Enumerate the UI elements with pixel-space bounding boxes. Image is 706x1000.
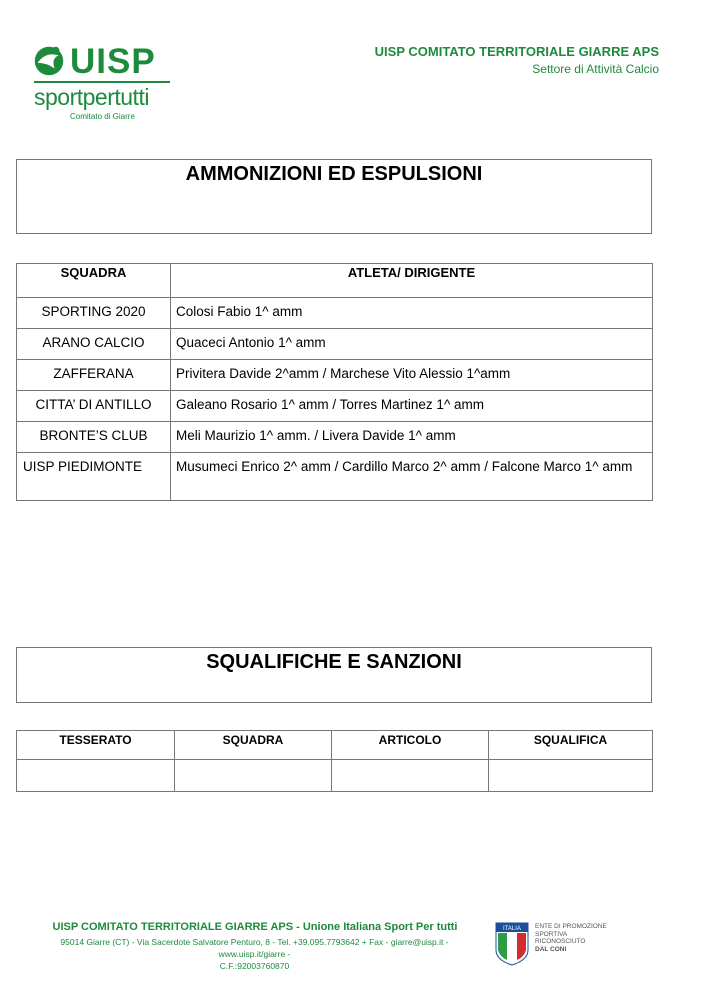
atleta-cell: Colosi Fabio 1^ amm <box>171 298 653 329</box>
section-title-box <box>16 159 652 234</box>
table-header-row <box>17 731 653 760</box>
table-row <box>17 391 653 422</box>
column-header: ATLETA/ DIRIGENTE <box>171 264 653 298</box>
squadra-cell: BRONTE’S CLUB <box>17 422 171 453</box>
table-row <box>17 453 653 501</box>
section-title-box <box>16 647 652 703</box>
section-title: AMMONIZIONI ED ESPULSIONI <box>185 163 483 185</box>
org-title: UISP COMITATO TERRITORIALE GIARRE APS <box>374 44 659 59</box>
empty-cell <box>489 760 653 792</box>
logo-committee: Comitato di Giarre <box>70 112 135 121</box>
column-header: TESSERATO <box>17 731 175 760</box>
table-header-row <box>17 264 653 298</box>
empty-cell <box>175 760 332 792</box>
coni-text-line: ENTE DI PROMOZIONE <box>535 923 607 930</box>
runner-logo-icon <box>30 42 68 80</box>
coni-text-line: RICONOSCIUTO <box>535 938 586 945</box>
ammonizioni-table <box>16 263 653 501</box>
coni-text-line: SPORTIVA <box>535 930 568 938</box>
squadra-cell: CITTA’ DI ANTILLO <box>17 391 171 422</box>
column-header: SQUADRA <box>17 264 171 298</box>
atleta-cell: Musumeci Enrico 2^ amm / Cardillo Marco 2^ amm / Falcone Marco 1^ amm <box>171 453 653 501</box>
table-row <box>17 298 653 329</box>
squadra-cell: UISP PIEDIMONTE <box>17 453 171 501</box>
logo-rule <box>34 81 170 83</box>
coni-flag-label: ITALIA <box>503 926 521 932</box>
logo-tagline: sportpertutti <box>34 84 149 110</box>
org-subtitle: Settore di Attività Calcio <box>532 62 659 76</box>
coni-text-line: DAL CONI <box>535 945 567 953</box>
atleta-cell: Privitera Davide 2^amm / Marchese Vito Alessio 1^amm <box>171 360 653 391</box>
atleta-cell: Quaceci Antonio 1^ amm <box>171 329 653 360</box>
table-row <box>17 422 653 453</box>
atleta-cell: Galeano Rosario 1^ amm / Torres Martinez 1^ amm <box>171 391 653 422</box>
uisp-logo <box>30 40 180 125</box>
coni-badge <box>495 922 615 968</box>
empty-cell <box>332 760 489 792</box>
squadra-cell: SPORTING 2020 <box>17 298 171 329</box>
table-row <box>17 329 653 360</box>
table-row <box>17 760 653 792</box>
column-header: SQUADRA <box>175 731 332 760</box>
column-header: SQUALIFICA <box>489 731 653 760</box>
coni-text <box>535 923 615 953</box>
atleta-cell: Meli Maurizio 1^ amm. / Livera Davide 1^ amm <box>171 422 653 453</box>
squadra-cell: ARANO CALCIO <box>17 329 171 360</box>
empty-cell <box>17 760 175 792</box>
column-header: ARTICOLO <box>332 731 489 760</box>
footer-title: UISP COMITATO TERRITORIALE GIARRE APS - Unione Italiana Sport Per tutti <box>52 921 458 933</box>
footer-address <box>32 936 477 972</box>
italy-shield-icon <box>495 922 529 966</box>
footer-fiscal-code: C.F.:92003760870 <box>219 961 290 971</box>
squadra-cell: ZAFFERANA <box>17 360 171 391</box>
logo-wordmark: UISP <box>70 42 156 81</box>
table-row <box>17 360 653 391</box>
footer-address-line: 95014 Giarre (CT) - Via Sacerdote Salvatore Penturo, 8 - Tel. +39.095.7793642 + Fax - giarre@uisp.it - www.uisp.it/giarre - <box>60 937 449 959</box>
section-title: SQUALIFICHE E SANZIONI <box>206 651 462 673</box>
squalifiche-table <box>16 730 653 792</box>
